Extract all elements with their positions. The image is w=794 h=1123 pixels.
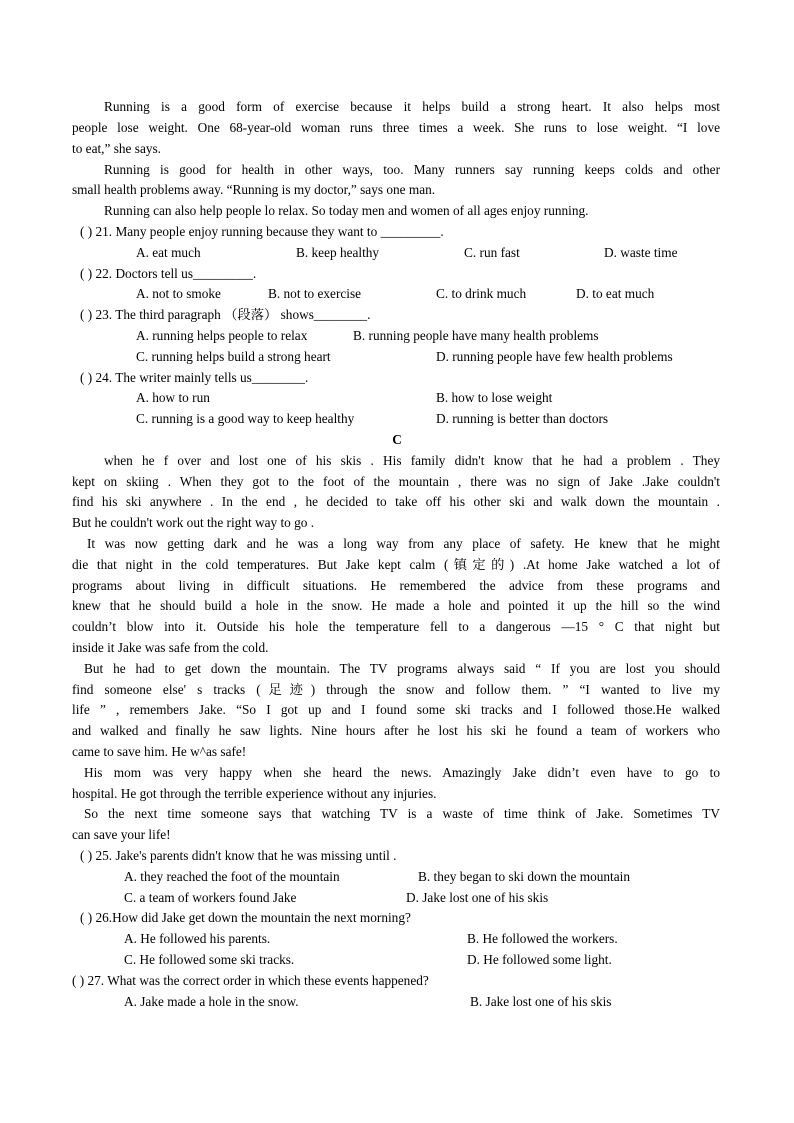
question-25-option-a: A. they reached the foot of the mountain [124, 869, 340, 884]
section-c-p2-line1: It was now getting dark and he was a long way from any place of safety. He knew that he might [87, 536, 720, 551]
section-c-p4-line2: hospital. He got through the terrible experience without any injuries. [72, 786, 437, 801]
question-23-stem: ( ) 23. The third paragraph （段落） shows________. [80, 307, 371, 322]
question-23-option-c: C. running helps build a strong heart [136, 349, 331, 364]
passage-b-p2-line1: Running is good for health in other ways, too. Many runners say running keeps colds and other [104, 162, 720, 177]
question-21-option-c: C. run fast [464, 245, 520, 260]
question-26-option-b: B. He followed the workers. [467, 931, 618, 946]
section-c-p1-line2: kept on skiing . When they got to the foot of the mountain , there was no sign of Jake .Jake couldn't [72, 474, 720, 489]
section-c-p2-line6: inside it Jake was safe from the cold. [72, 640, 269, 655]
passage-b-p2-line2: small health problems away. “Running is my doctor,” says one man. [72, 182, 436, 197]
passage-b-p1-line3: to eat,” she says. [72, 141, 161, 156]
section-c-p3-line3: life ” , remembers Jake. “So I got up and I found some ski tracks and I followed those.He walked [72, 702, 720, 717]
question-24-option-d: D. running is better than doctors [436, 411, 609, 426]
question-21-stem: ( ) 21. Many people enjoy running because they want to _________. [80, 224, 444, 239]
passage-b-p3-line1: Running can also help people lo relax. So today men and women of all ages enjoy running. [104, 203, 589, 218]
question-24-option-c: C. running is a good way to keep healthy [136, 411, 355, 426]
section-c-p2-line5: couldn’t blow into it. Outside his hole the temperature fell to a dangerous —15 ° C that night but [72, 619, 720, 634]
question-26-stem: ( ) 26.How did Jake get down the mountain the next morning? [80, 910, 411, 925]
section-c-p2-line4: knew that he should build a hole in the snow. He made a hole and pointed it up the hill so the wind [72, 598, 720, 613]
question-25-option-d: D. Jake lost one of his skis [406, 890, 549, 905]
question-22-option-b: B. not to exercise [268, 286, 362, 301]
passage-b-p1-line1: Running is a good form of exercise because it helps build a strong heart. It also helps most [104, 99, 720, 114]
section-c-p5-line1: So the next time someone says that watching TV is a waste of time think of Jake. Sometimes TV [84, 806, 720, 821]
question-27-option-b: B. Jake lost one of his skis [470, 994, 612, 1009]
question-27-stem: ( ) 27. What was the correct order in which these events happened? [72, 973, 429, 988]
question-24-option-a: A. how to run [136, 390, 210, 405]
question-22-option-a: A. not to smoke [136, 286, 221, 301]
question-24-option-b: B. how to lose weight [436, 390, 553, 405]
question-21-option-a: A. eat much [136, 245, 201, 260]
question-24-stem: ( ) 24. The writer mainly tells us________. [80, 370, 309, 385]
section-c-p5-line2: can save your life! [72, 827, 171, 842]
question-23-option-b: B. running people have many health problems [353, 328, 599, 343]
question-22-stem: ( ) 22. Doctors tell us_________. [80, 266, 257, 281]
question-21-option-d: D. waste time [604, 245, 678, 260]
question-23-option-a: A. running helps people to relax [136, 328, 308, 343]
section-c-heading: C [392, 432, 402, 447]
section-c-p3-line1: But he had to get down the mountain. The TV programs always said “ If you are lost you should [84, 661, 720, 676]
section-c-p3-line4: and walked and finally he saw lights. Nine hours after he lost his ski he found a team of workers who [72, 723, 720, 738]
section-c-p3-line5: came to save him. He w^as safe! [72, 744, 247, 759]
passage-b-p1-line2: people lose weight. One 68-year-old woman runs three times a week. She runs to lose weight. “I love [72, 120, 720, 135]
question-26-option-a: A. He followed his parents. [124, 931, 271, 946]
question-22-option-c: C. to drink much [436, 286, 527, 301]
question-25-stem: ( ) 25. Jake's parents didn't know that he was missing until . [80, 848, 397, 863]
question-22-option-d: D. to eat much [576, 286, 655, 301]
section-c-p2-line3: programs about living in difficult situations. He remembered the advice from these programs and [72, 578, 720, 593]
question-25-option-c: C. a team of workers found Jake [124, 890, 297, 905]
question-26-option-c: C. He followed some ski tracks. [124, 952, 295, 967]
section-c-p3-line2: find someone else' s tracks (足迹) through the snow and follow them. ” “I wanted to live my [72, 682, 720, 697]
section-c-p1-line3: find his ski anywhere . In the end , he decided to take off his other ski and walk down the mountain . [72, 494, 720, 509]
question-27-option-a: A. Jake made a hole in the snow. [124, 994, 299, 1009]
question-26-option-d: D. He followed some light. [467, 952, 612, 967]
section-c-p2-line2: die that night in the cold temperatures. But Jake kept calm (镇定的) .At home Jake watched a lot of [72, 557, 720, 572]
question-23-option-d: D. running people have few health problems [436, 349, 673, 364]
question-25-option-b: B. they began to ski down the mountain [418, 869, 630, 884]
section-c-p4-line1: His mom was very happy when she heard the news. Amazingly Jake didn’t even have to go to [84, 765, 720, 780]
section-c-p1-line4: But he couldn't work out the right way to go . [72, 515, 315, 530]
section-c-p1-line1: when he f over and lost one of his skis . His family didn't know that he had a problem . They [104, 453, 720, 468]
question-21-option-b: B. keep healthy [296, 245, 380, 260]
